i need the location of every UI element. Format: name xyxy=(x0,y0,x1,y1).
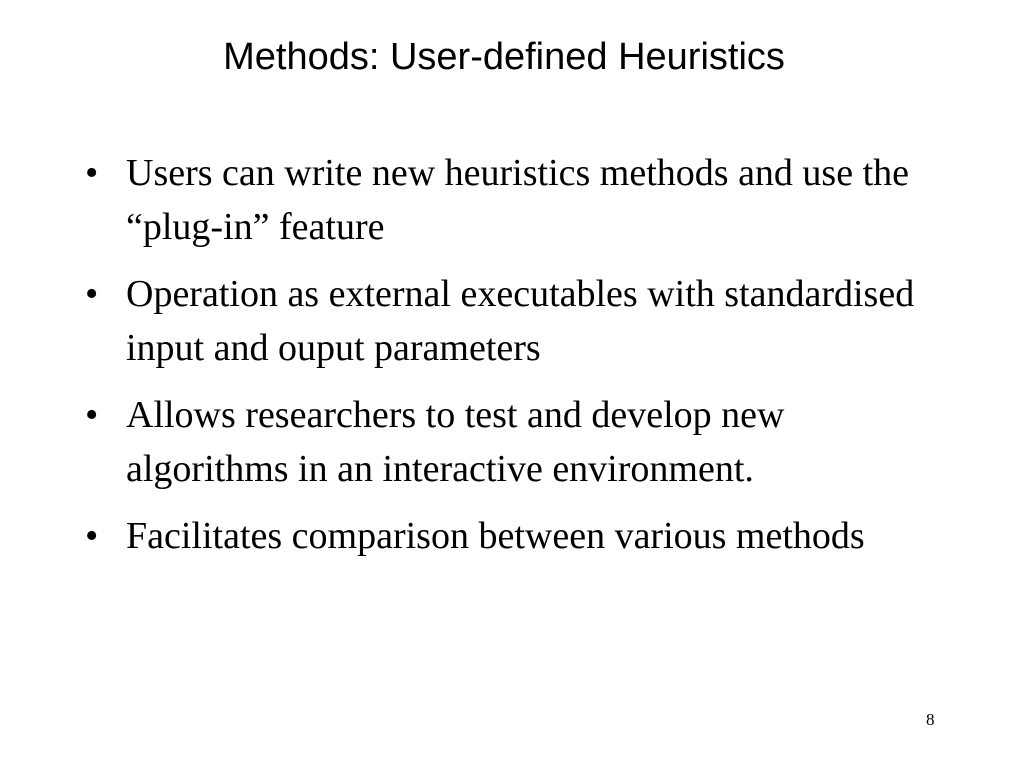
bullet-text: Users can write new heuristics methods and use the “plug-in” feature xyxy=(126,152,910,248)
bullet-text: Allows researchers to test and develop new algorithms in an interactive environment. xyxy=(126,394,785,490)
bullet-icon: • xyxy=(85,515,99,557)
bullet-list xyxy=(85,146,945,576)
bullet-item xyxy=(85,267,945,375)
bullet-icon: • xyxy=(85,152,99,194)
bullet-icon: • xyxy=(85,394,99,436)
bullet-icon: • xyxy=(85,273,99,315)
bullet-text: Operation as external executables with standardised input and ouput parameters xyxy=(126,273,915,369)
bullet-item xyxy=(85,388,945,496)
bullet-item xyxy=(85,146,945,254)
slide-title: Methods: User-defined Heuristics xyxy=(223,36,785,78)
bullet-text: Facilitates comparison between various methods xyxy=(126,515,865,557)
bullet-item xyxy=(85,509,945,563)
page-number: 8 xyxy=(926,710,935,729)
